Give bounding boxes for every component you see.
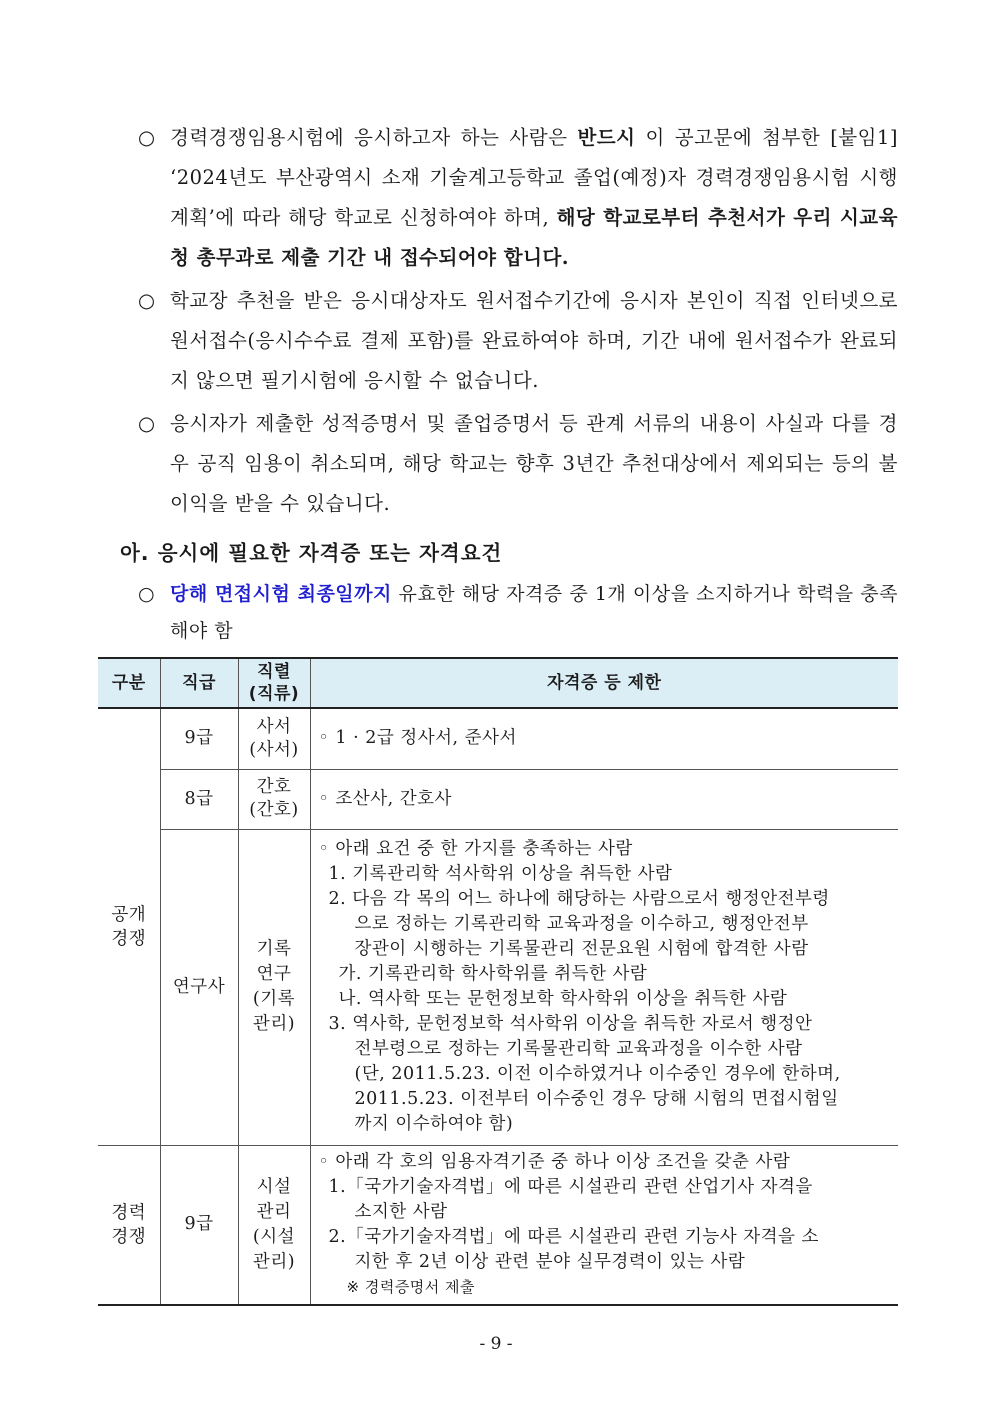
grade-cell: 연구사: [160, 829, 238, 1145]
grade-cell: 9급: [160, 708, 238, 769]
notice-paragraph-3: [138, 404, 898, 524]
table-row: [98, 769, 898, 829]
category-cell: 경력경쟁: [98, 1145, 160, 1305]
header-requirements: 자격증 등 제한: [310, 658, 898, 708]
paragraph-1-emphasis-a: 반드시: [577, 126, 636, 149]
paragraph-1-text-a: 경력경쟁임용시험에 응시하고자 하는 사람은: [170, 126, 578, 149]
requirements-cell: ◦ 아래 요건 중 한 가지를 충족하는 사람 1. 기록관리학 석사학위 이상을 취득한 사람 2. 다음 각 목의 어느 하나에 해당하는 사람으로서 행정안전부령 으로 정하는 기록관리학 교육과정을 이수하고, 행정안전부 장관이 시행하는 기록물관리 전문요원 시험에 합격한 사람 가. 기록관리학 학사학위를 취득한 사람 나. 역사학 또는 문헌정보학 학사학위 이상을 취득한 사람 3. 역사학, 문헌정보학 석사학위 이상을 취득한 자로서 행정안 전부령으로 정하는 기록물관리학 교육과정을 이수한 사람 (단, 2011.5.23. 이전 이수하였거나 이수중인 경우에 한하며, 2011.5.23. 이전부터 이수중인 경우 당해 시험의 면접시험일 까지 이수하여야 함): [310, 829, 898, 1145]
header-series: 직렬 (직류): [238, 658, 310, 708]
circle-bullet-icon: ○: [138, 583, 156, 605]
notice-paragraph-1: [138, 118, 898, 278]
paragraph-3-text: 응시자가 제출한 성적증명서 및 졸업증명서 등 관계 서류의 내용이 사실과 다를 경우 공직 임용이 취소되며, 해당 학교는 향후 3년간 추천대상에서 제외되는 등의 불이익을 받을 수 있습니다.: [170, 412, 898, 515]
circle-bullet-icon: ○: [138, 412, 156, 435]
paragraph-2-text: 학교장 추천을 받은 응시대상자도 원서접수기간에 응시자 본인이 직접 인터넷으로 원서접수(응시수수료 결제 포함)를 완료하여야 하며, 기간 내에 원서접수가 완료되지 않으면 필기시험에 응시할 수 없습니다.: [170, 289, 898, 392]
series-cell: 간호 (간호): [238, 769, 310, 829]
series-cell: 기록 연구 (기록 관리): [238, 829, 310, 1145]
page-number: - 9 -: [479, 1334, 513, 1354]
table-row: [98, 708, 898, 769]
requirements-cell: ◦ 아래 각 호의 임용자격기준 중 하나 이상 조건을 갖춘 사람 1.「국가기술자격법」에 따른 시설관리 관련 산업기사 자격을 소지한 사람 2.「국가기술자격법」에 따른 시설관리 관련 기능사 자격을 소 지한 후 2년 이상 관련 분야 실무경력이 있는 사람 ※ 경력증명서 제출: [310, 1145, 898, 1305]
circle-bullet-icon: ○: [138, 289, 156, 312]
qualification-table: [98, 657, 898, 1306]
table-row: [98, 829, 898, 1145]
section-heading: 아. 응시에 필요한 자격증 또는 자격요건: [120, 541, 503, 565]
header-grade: 직급: [160, 658, 238, 708]
category-cell: 공개경쟁: [98, 708, 160, 1145]
paragraph-1-text-b: 이 공고문에 첨부한 [붙임1] ‘2024년도 부산광역시 소재 기술계고등학교 졸업(예정)자 경력경쟁임용시험 시행계획’에 따라 해당 학교로 신청하여야 하며,: [170, 126, 898, 229]
circle-bullet-icon: ○: [138, 126, 156, 149]
requirements-cell: ◦ 조산사, 간호사: [310, 769, 898, 829]
header-category: 구분: [98, 658, 160, 708]
qualification-intro-text: 유효한 해당 자격증 중 1개 이상을 소지하거나 학력을 충족해야 함: [170, 583, 898, 642]
qualification-deadline-highlight: 당해 면접시험 최종일까지: [170, 583, 392, 605]
requirements-cell: ◦ 1 · 2급 정사서, 준사서: [310, 708, 898, 769]
table-header-row: [98, 658, 898, 708]
grade-cell: 8급: [160, 769, 238, 829]
series-cell: 사서 (사서): [238, 708, 310, 769]
grade-cell: 9급: [160, 1145, 238, 1305]
series-cell: 시설 관리 (시설 관리): [238, 1145, 310, 1305]
paragraph-1-emphasis-b: 해당 학교로부터 추천서가 우리 시교육청 총무과로 제출 기간 내 접수되어야 합니다.: [170, 206, 898, 269]
table-row: [98, 1145, 898, 1305]
qualification-intro: [138, 576, 898, 650]
notice-paragraph-2: [138, 281, 898, 401]
